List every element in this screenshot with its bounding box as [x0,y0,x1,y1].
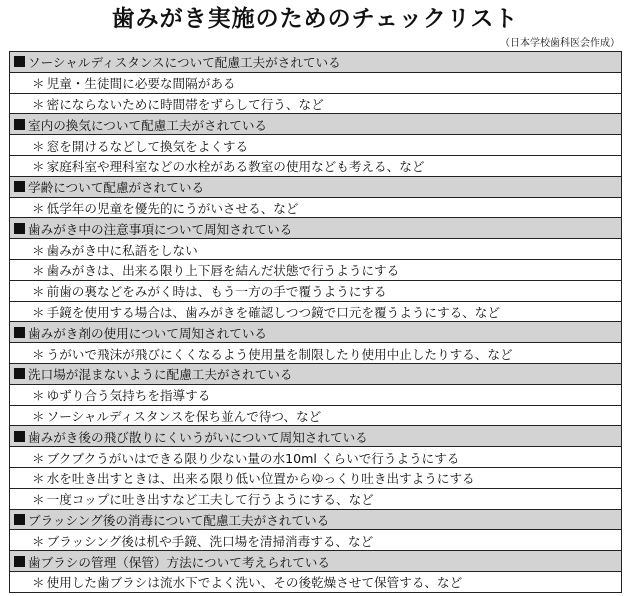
black-square-icon [14,327,25,338]
section-heading: 歯ブラシの管理（保管）方法について考えられている [28,554,330,570]
checklist-item-row [10,572,621,593]
section-heading: 洗口場が混まないように配慮工夫がされている [28,367,293,383]
checklist-item-text: 低学年の児童を優先的にうがいさせる、など [46,200,299,216]
asterisk-mark: ＊ [32,96,45,112]
checklist-item-row [10,385,621,406]
checklist-item-text: 密にならないために時間帯をずらして行う、など [46,96,324,112]
checklist-item-row [10,260,621,281]
section-heading: 室内の換気について配慮工夫がされている [28,117,268,133]
checklist-item-row [10,73,621,94]
black-square-icon [14,223,25,234]
section-heading-row [10,114,621,135]
black-square-icon [14,368,25,379]
asterisk-mark: ＊ [32,492,45,508]
section-heading-row [10,510,621,531]
checklist-item-row [10,447,621,468]
asterisk-mark: ＊ [32,408,45,424]
checklist-item-text: 児童・生徒間に必要な間隔がある [46,76,236,92]
checklist-item-row [10,489,621,510]
asterisk-mark: ＊ [32,242,45,258]
black-square-icon [14,431,25,442]
checklist-item-text: 水を吐き出すときは、出来る限り低い位置からゆっくり吐き出すようにする [46,471,475,487]
checklist-table [9,51,622,593]
checklist-item-text: 窓を開けるなどして換気をよくする [46,138,249,154]
checklist-item-row [10,135,621,156]
checklist-item-text: 歯みがきは、出来る限り上下唇を結んだ状態で行うようにする [46,263,400,279]
section-heading-row [10,364,621,385]
checklist-item-row [10,239,621,260]
asterisk-mark: ＊ [32,388,45,404]
black-square-icon [14,514,25,525]
section-heading-row [10,551,621,572]
section-heading-row [10,218,621,239]
asterisk-mark: ＊ [32,304,45,320]
section-heading: ブラッシング後の消毒について配慮工夫がされている [28,512,330,528]
section-heading: 歯みがき中の注意事項について周知されている [28,221,293,237]
black-square-icon [14,556,25,567]
checklist-item-text: 一度コップに吐き出すなど工夫して行うようにする、など [46,492,374,508]
checklist-item-text: 手鏡を使用する場合は、歯みがきを確認しつつ鏡で口元を覆うようにする、など [46,304,500,320]
asterisk-mark: ＊ [32,263,45,279]
section-heading-row [10,52,621,73]
checklist-item-row [10,468,621,489]
section-heading-row [10,426,621,447]
asterisk-mark: ＊ [32,533,45,549]
checklist-item-text: ブラッシング後は机や手鏡、洗口場を清掃消毒する、など [46,533,374,549]
asterisk-mark: ＊ [32,138,45,154]
asterisk-mark: ＊ [32,471,45,487]
black-square-icon [14,56,25,67]
checklist-item-row [10,156,621,177]
checklist-item-row [10,281,621,302]
checklist-item-text: 使用した歯ブラシは流水下でよく洗い、その後乾燥させて保管する、など [46,575,463,591]
asterisk-mark: ＊ [32,76,45,92]
checklist-item-row [10,94,621,115]
checklist-item-text: ゆずり合う気持ちを指導する [46,388,211,404]
section-heading: 学齢について配慮がされている [28,180,205,196]
asterisk-mark: ＊ [32,450,45,466]
checklist-item-text: ブクブクうがいはできる限り少ない量の水10ml くらいで行うようにする [46,450,460,466]
checklist-item-row [10,343,621,364]
page-title: 歯みがき実施のためのチェックリスト [111,6,519,32]
checklist-item-text: うがいで飛沫が飛びにくくなるよう使用量を制限したり使用中止したりする、など [46,346,513,362]
checklist-item-row [10,406,621,427]
checklist-item-row [10,198,621,219]
section-heading-row [10,322,621,343]
checklist-item-text: 前歯の裏などをみがく時は、もう一方の手で覆うようにする [46,284,387,300]
asterisk-mark: ＊ [32,159,45,175]
source-note: （日本学校歯科医会作成） [500,38,620,49]
black-square-icon [14,119,25,130]
section-heading: 歯みがき後の飛び散りにくいうがいについて周知されている [28,429,368,445]
asterisk-mark: ＊ [32,284,45,300]
checklist-item-row [10,530,621,551]
checklist-item-text: ソーシャルディスタンスを保ち並んで待つ、など [46,408,322,424]
asterisk-mark: ＊ [32,346,45,362]
asterisk-mark: ＊ [32,200,45,216]
asterisk-mark: ＊ [32,575,45,591]
section-heading: 歯みがき剤の使用について周知されている [28,325,268,341]
checklist-item-text: 家庭科室や理科室などの水栓がある教室の使用なども考える、など [46,159,425,175]
checklist-item-row [10,302,621,323]
black-square-icon [14,181,25,192]
checklist-item-text: 歯みがき中に私語をしない [46,242,198,258]
section-heading: ソーシャルディスタンスについて配慮工夫がされている [28,55,341,71]
section-heading-row [10,177,621,198]
